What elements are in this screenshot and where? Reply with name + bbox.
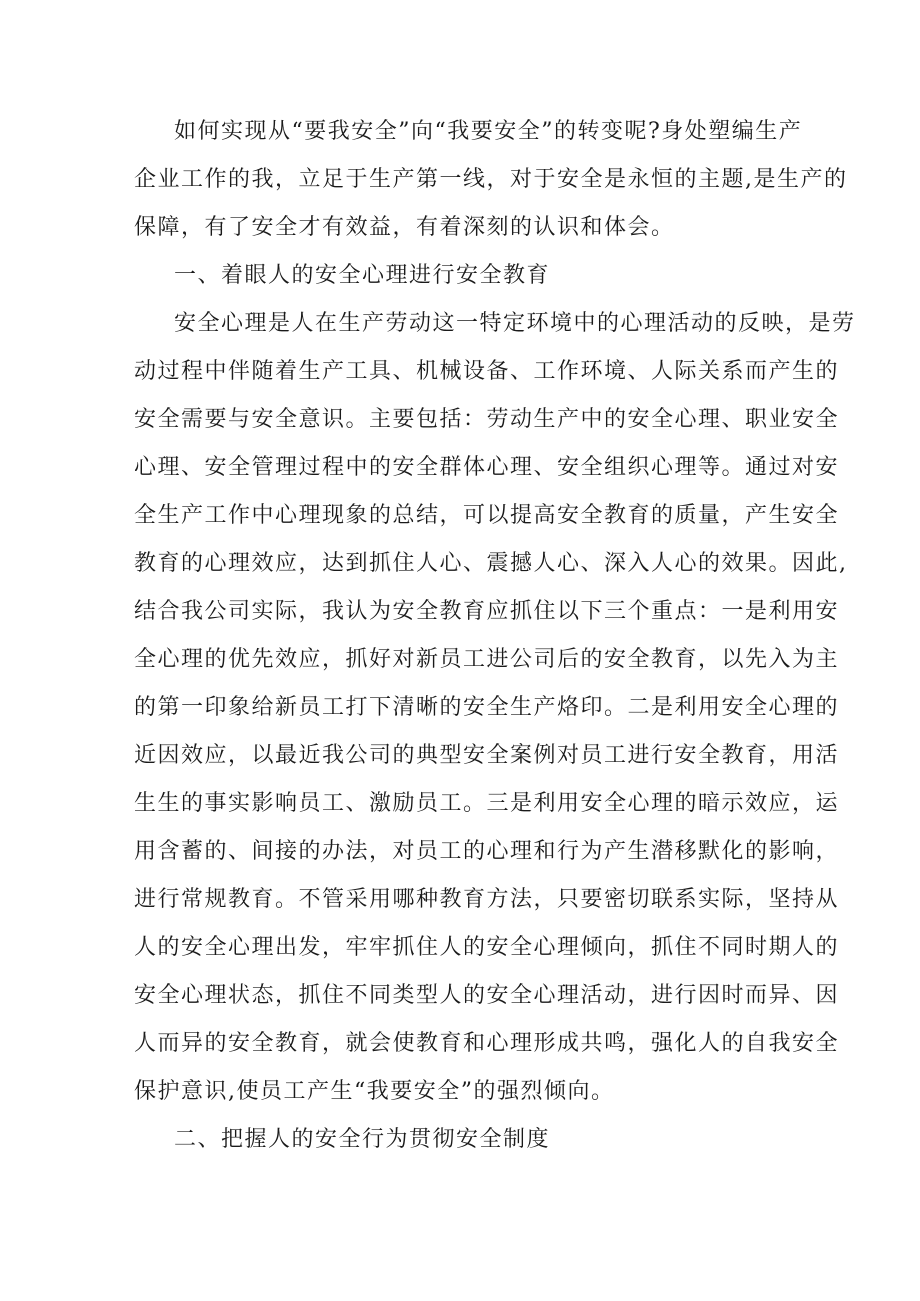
paragraph-line: 安全心理是人在生产劳动这一特定环境中的心理活动的反映，是劳 — [174, 311, 856, 336]
paragraph-line: 近因效应，以最近我公司的典型安全案例对员工进行安全教育，用活 — [134, 743, 840, 768]
paragraph-line: 保障，有了安全才有效益，有着深刻的认识和体会。 — [134, 215, 675, 240]
section-heading-1 — [134, 252, 794, 300]
paragraph-line: 企业工作的我，立足于生产第一线，对于安全是永恒的主题,是生产的 — [134, 167, 848, 192]
paragraph-line: 用含蓄的、间接的办法，对员工的心理和行为产生潜移默化的影响， — [134, 839, 840, 864]
paragraph-line: 人的安全心理出发，牢牢抓住人的安全心理倾向，抓住不同时期人的 — [134, 935, 840, 960]
section-heading-text: 二、把握人的安全行为贯彻安全制度 — [174, 1127, 551, 1152]
paragraph-line: 全生产工作中心理现象的总结，可以提高安全教育的质量，产生安全 — [134, 503, 840, 528]
paragraph-line: 教育的心理效应，达到抓住人心、震撼人心、深入人心的效果。因此, — [134, 551, 848, 576]
paragraph-line: 结合我公司实际，我认为安全教育应抓住以下三个重点：一是利用安 — [134, 599, 840, 624]
paragraph-line: 安全需要与安全意识。主要包括：劳动生产中的安全心理、职业安全 — [134, 407, 840, 432]
paragraph-line: 的第一印象给新员工打下清晰的安全生产烙印。二是利用安全心理的 — [134, 695, 840, 720]
paragraph-line: 进行常规教育。不管采用哪种教育方法，只要密切联系实际，坚持从 — [134, 887, 840, 912]
paragraph-line: 心理、安全管理过程中的安全群体心理、安全组织心理等。通过对安 — [134, 455, 840, 480]
paragraph-intro — [134, 108, 848, 252]
paragraph-safety-psychology — [134, 300, 856, 1116]
paragraph-line: 全心理的优先效应，抓好对新员工进公司后的安全教育，以先入为主 — [134, 647, 840, 672]
section-heading-text: 一、着眼人的安全心理进行安全教育 — [174, 263, 551, 288]
paragraph-line: 保护意识,使员工产生“我要安全”的强烈倾向。 — [134, 1079, 615, 1104]
paragraph-line: 人而异的安全教育，就会使教育和心理形成共鸣，强化人的自我安全 — [134, 1031, 840, 1056]
paragraph-line: 生生的事实影响员工、激励员工。三是利用安全心理的暗示效应，运 — [134, 791, 840, 816]
paragraph-line: 如何实现从“要我安全”向“我要安全”的转变呢?身处塑编生产 — [174, 119, 803, 144]
paragraph-line: 安全心理状态，抓住不同类型人的安全心理活动，进行因时而异、因 — [134, 983, 840, 1008]
paragraph-line: 动过程中伴随着生产工具、机械设备、工作环境、人际关系而产生的 — [134, 359, 840, 384]
section-heading-2 — [134, 1116, 794, 1164]
